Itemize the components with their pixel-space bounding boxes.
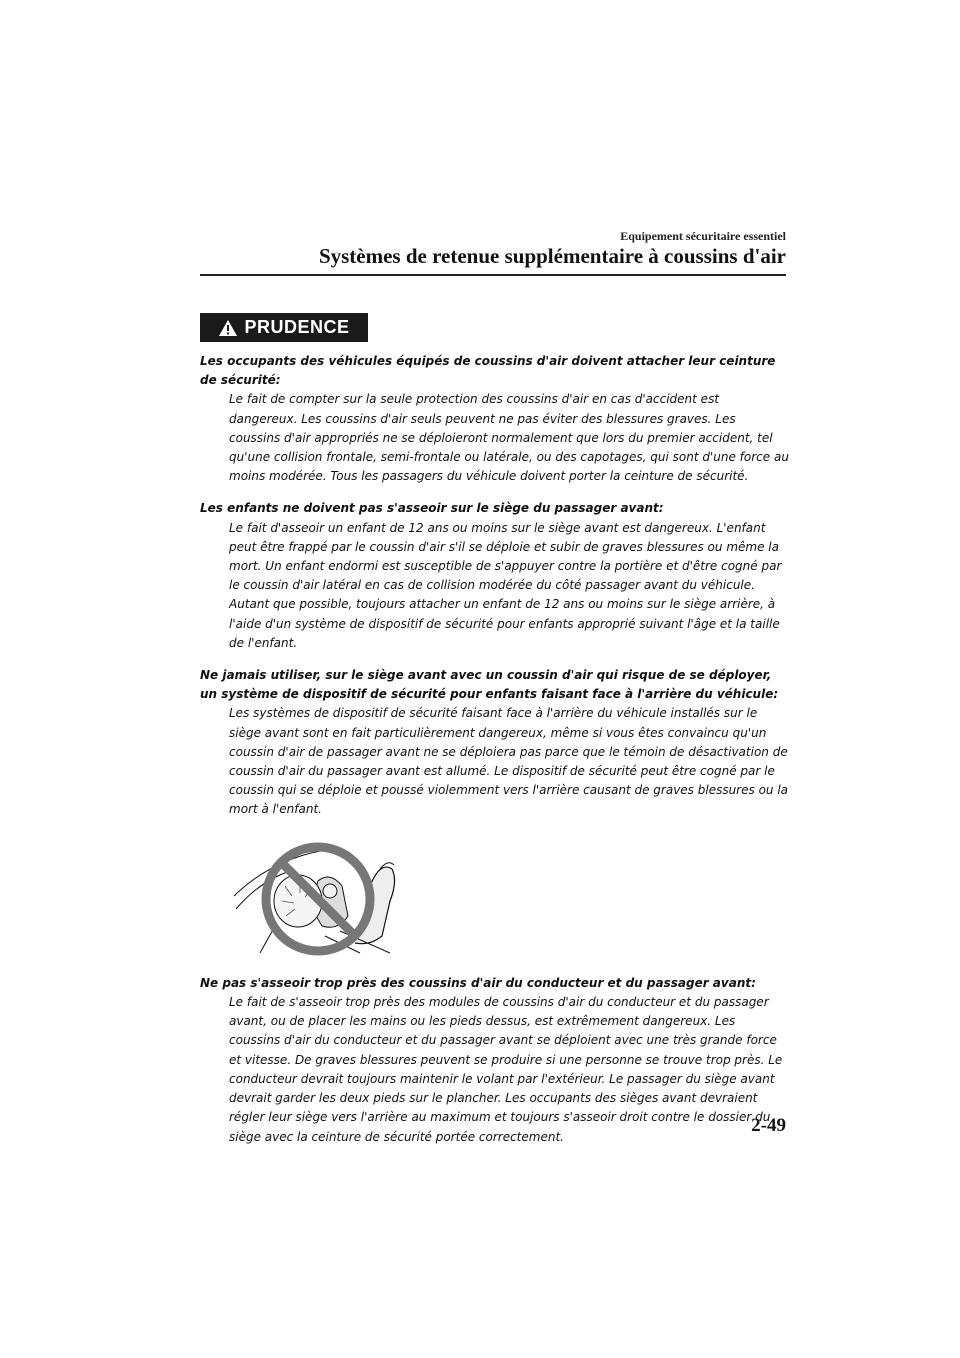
- section-heading: Les occupants des véhicules équipés de coussins d'air doivent attacher leur ceinture de sécurité:: [200, 354, 776, 388]
- section-heading: Ne jamais utiliser, sur le siège avant avec un coussin d'air qui risque de se déployer, un système de dispositif de sécurité pour enfants faisant face à l'arrière du véhicule:: [200, 668, 779, 702]
- warning-section: [200, 499, 790, 653]
- section-body: Les systèmes de dispositif de sécurité faisant face à l'arrière du véhicule installés sur le siège avant sont en fait particulièrement dangereux, même si vous êtes convaincu qu'un coussin d'air de passager avant ne se déploiera pas parce que le témoin de désactivation de coussin d'air du passager avant est allumé. Le dispositif de sécurité peut être cogné par le coussin qui se déploie et poussé violemment vers l'arrière causant de graves blessures ou la mort à l'enfant.: [229, 706, 789, 817]
- warning-section: [200, 352, 790, 486]
- chapter-name: Equipement sécuritaire essentiel: [620, 229, 786, 243]
- section-body: Le fait de s'asseoir trop près des modules de coussins d'air du conducteur et du passager avant, ou de placer les mains ou les pieds dessus, est extrêmement dangereux. Les coussins d'air du conducteur et du passager avant se déploient avec une très grande force et vitesse. De graves blessures peuvent se produire si une personne se trouve trop près. Le conducteur devrait toujours maintenir le volant par l'extérieur. Le passager du siège avant devrait garder les deux pieds sur le plancher. Les occupants des sièges avant devraient régler leur siège vers l'arrière au maximum et toujours s'asseoir droit contre le dossier du siège avec la ceinture de sécurité portée correctement.: [229, 995, 783, 1144]
- section-body: Le fait de compter sur la seule protection des coussins d'air en cas d'accident est dangereux. Les coussins d'air seuls peuvent ne pas éviter des blessures graves. Les coussins d'air appropriés ne se déploieront normalement que lors du premier accident, tel qu'une collision frontale, semi-frontale ou latérale, ou des capotages, qui sont d'une force au moins modérée. Tous les passagers du véhicule doivent porter la ceinture de sécurité.: [229, 392, 789, 484]
- section-heading: Les enfants ne doivent pas s'asseoir sur le siège du passager avant:: [200, 501, 664, 516]
- warning-triangle-icon: [218, 319, 238, 337]
- page-number: 2-49: [751, 1115, 786, 1136]
- section-body: Le fait d'asseoir un enfant de 12 ans ou moins sur le siège avant est dangereux. L'enfant peut être frappé par le coussin d'air s'il se déploie et subir de graves blessures ou même la mort. Un enfant endormi est susceptible de s'appuyer contre la portière et d'être cogné par le coussin d'air latéral en cas de collision modérée du côté passager avant du véhicule. Autant que possible, toujours attacher un enfant de 12 ans ou moins sur le siège arrière, à l'aide d'un système de dispositif de sécurité pour enfants approprié suivant l'âge et la taille de l'enfant.: [229, 520, 782, 650]
- section-heading: Ne pas s'asseoir trop près des coussins d'air du conducteur et du passager avant:: [200, 975, 756, 990]
- caution-label: PRUDENCE: [244, 317, 350, 337]
- caution-badge: [200, 313, 368, 342]
- header-divider: [200, 274, 786, 276]
- warning-section: [200, 666, 790, 820]
- warning-section: [200, 974, 790, 1147]
- warning-content: [200, 352, 790, 1160]
- page-title: Systèmes de retenue supplémentaire à coussins d'air: [318, 244, 786, 268]
- no-rear-facing-child-seat-icon: [230, 841, 410, 956]
